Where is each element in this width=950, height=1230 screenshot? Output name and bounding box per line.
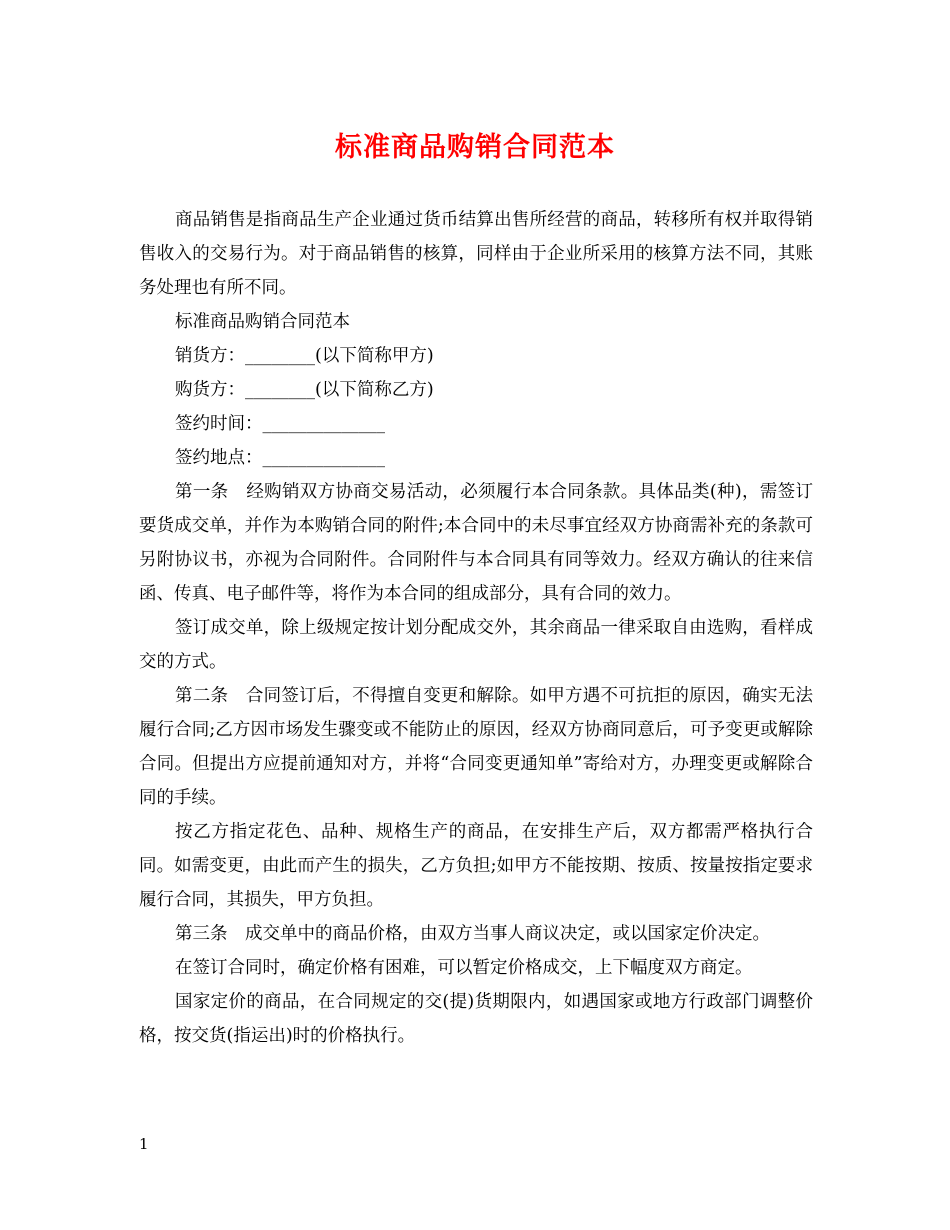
buyer-line: 购货方：________(以下简称乙方) <box>175 380 434 400</box>
article-1-paragraph: 第一条 经购销双方协商交易活动，必须履行本合同条款。具体品类(种)，需签订要货成交单，并作为本购销合同的附件;本合同中的未尽事宜经双方协商需补充的条款可另附协议书，亦视为合同附件。合同附件与本合同具有同等效力。经双方确认的往来信函、传真、电子邮件等，将作为本合同的组成部分，具有合同的效力。 <box>139 482 813 604</box>
intro-paragraph: 商品销售是指商品生产企业通过货币结算出售所经营的商品，转移所有权并取得销售收入的交易行为。对于商品销售的核算，同样由于企业所采用的核算方法不同，其账务处理也有所不同。 <box>139 210 813 298</box>
order-selection-paragraph: 签订成交单，除上级规定按计划分配成交外，其余商品一律采取自由选购，看样成交的方式。 <box>139 618 813 672</box>
state-price-paragraph: 国家定价的商品，在合同规定的交(提)货期限内，如遇国家或地方行政部门调整价格，按交货(指运出)时的价格执行。 <box>139 992 813 1046</box>
page-number: 1 <box>139 1135 149 1153</box>
document-body <box>139 203 813 1053</box>
article-2-paragraph: 第二条 合同签订后，不得擅自变更和解除。如甲方遇不可抗拒的原因，确实无法履行合同;乙方因市场发生骤变或不能防止的原因，经双方协商同意后，可予变更或解除合同。但提出方应提前通知对方，并将“合同变更通知单”寄给对方，办理变更或解除合同的手续。 <box>139 686 813 808</box>
specified-goods-paragraph: 按乙方指定花色、品种、规格生产的商品，在安排生产后，双方都需严格执行合同。如需变更，由此而产生的损失，乙方负担;如甲方不能按期、按质、按量按指定要求履行合同，其损失，甲方负担。 <box>139 822 813 910</box>
article-3-paragraph: 第三条 成交单中的商品价格，由双方当事人商议决定，或以国家定价决定。 <box>175 924 770 944</box>
document-title: 标准商品购销合同范本 <box>335 132 615 163</box>
seller-line: 销货方：________(以下简称甲方) <box>175 346 434 366</box>
signing-place-line: 签约地点：______________ <box>175 448 385 468</box>
signing-time-line: 签约时间：______________ <box>175 414 385 434</box>
provisional-price-paragraph: 在签订合同时，确定价格有困难，可以暂定价格成交，上下幅度双方商定。 <box>175 958 753 978</box>
contract-heading-line: 标准商品购销合同范本 <box>175 312 350 332</box>
